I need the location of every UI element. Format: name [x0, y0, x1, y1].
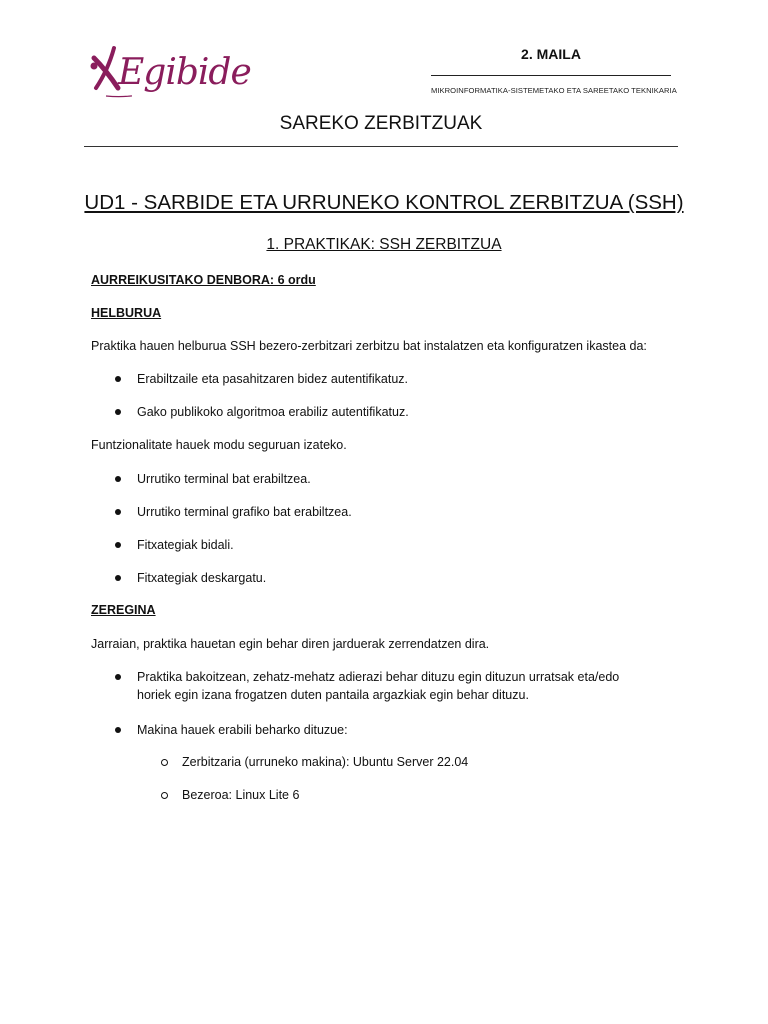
bullet-icon [115, 409, 121, 415]
bullet-icon [115, 376, 121, 382]
bullet-icon [115, 674, 121, 680]
list-item [137, 721, 677, 739]
goal-heading: HELBURUA [91, 306, 162, 320]
list-item-text: Praktika bakoitzean, zehatz-mehatz adierazi behar dituzu egin dituzun urratsak eta/edo horiek egin izana frogatzen duten pantaila argazkiak egin behar dituzu. [137, 670, 620, 702]
list-item-text: Makina hauek erabili beharko dituzue: [137, 723, 348, 737]
list-item-text: Urrutiko terminal grafiko bat erabiltzea. [137, 505, 352, 519]
header-divider [431, 75, 671, 76]
list-item [137, 403, 677, 421]
list-item-text: Bezeroa: Linux Lite 6 [182, 788, 300, 802]
list-item-text: Zerbitzaria (urruneko makina): Ubuntu Server 22.04 [182, 755, 469, 769]
list-item [137, 668, 647, 704]
unit-title: UD1 - SARBIDE ETA URRUNEKO KONTROL ZERBITZUA (SSH) [84, 191, 684, 214]
logo-wordmark: Egibide [118, 52, 251, 93]
list-item [182, 753, 682, 771]
practice-title: 1. PRAKTIKAK: SSH ZERBITZUA [266, 236, 502, 253]
egibide-logo [88, 44, 251, 104]
circle-bullet-icon [161, 792, 168, 799]
functions-intro: Funtzionalitate hauek modu seguruan izateko. [91, 438, 347, 452]
task-intro: Jarraian, praktika hauetan egin behar diren jarduerak zerrendatzen dira. [91, 637, 490, 651]
course-level: 2. MAILA [521, 46, 581, 62]
list-item [137, 370, 677, 388]
list-item [137, 536, 677, 554]
list-item-text: Fitxategiak deskargatu. [137, 571, 267, 585]
list-item [137, 569, 677, 587]
list-item-text: Erabiltzaile eta pasahitzaren bidez autentifikatuz. [137, 372, 408, 386]
bullet-icon [115, 509, 121, 515]
bullet-icon [115, 727, 121, 733]
bullet-icon [115, 476, 121, 482]
list-item [137, 470, 677, 488]
subject-title: SAREKO ZERBITZUAK [279, 113, 483, 134]
subject-divider [84, 146, 678, 147]
bullet-icon [115, 575, 121, 581]
list-item-text: Gako publikoko algoritmoa erabiliz autentifikatuz. [137, 405, 409, 419]
list-item-text: Fitxategiak bidali. [137, 538, 234, 552]
estimated-time: AURREIKUSITAKO DENBORA: 6 ordu [91, 273, 316, 287]
list-item [137, 503, 677, 521]
bullet-icon [115, 542, 121, 548]
task-heading: ZEREGINA [91, 603, 156, 617]
list-item-text: Urrutiko terminal bat erabiltzea. [137, 472, 311, 486]
certificate-name: MIKROINFORMATIKA-SISTEMETAKO ETA SAREETAKO TEKNIKARIA [431, 86, 677, 95]
circle-bullet-icon [161, 759, 168, 766]
list-item [182, 786, 682, 804]
goal-intro: Praktika hauen helburua SSH bezero-zerbitzari zerbitzu bat instalatzen eta konfiguratzen ikastea da: [91, 339, 647, 353]
